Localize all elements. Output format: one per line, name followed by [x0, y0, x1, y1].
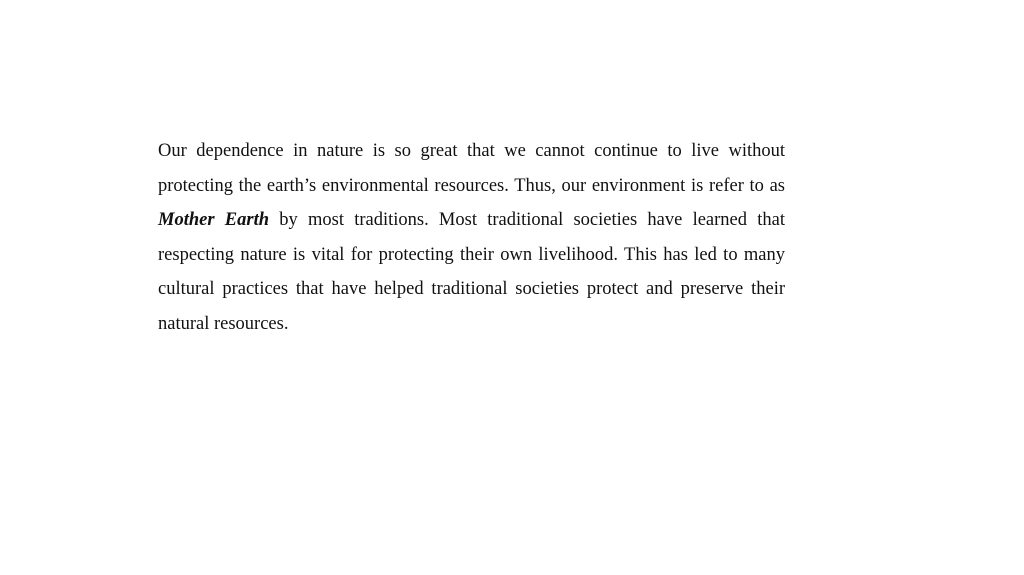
paragraph-text-start: Our dependence in nature is so great that we cannot continue to live without protecting the earth’s environmental resources. Thus, our environment is refer to as	[158, 141, 785, 196]
emphasized-term: Mother Earth	[158, 210, 269, 231]
paragraph-text-end: by most traditions. Most traditional societies have learned that respecting nature is vital for protecting their own livelihood. This has led to many cultural practices that have helped traditional societies protect and preserve their natural resources.	[158, 210, 785, 334]
body-paragraph	[158, 134, 785, 342]
